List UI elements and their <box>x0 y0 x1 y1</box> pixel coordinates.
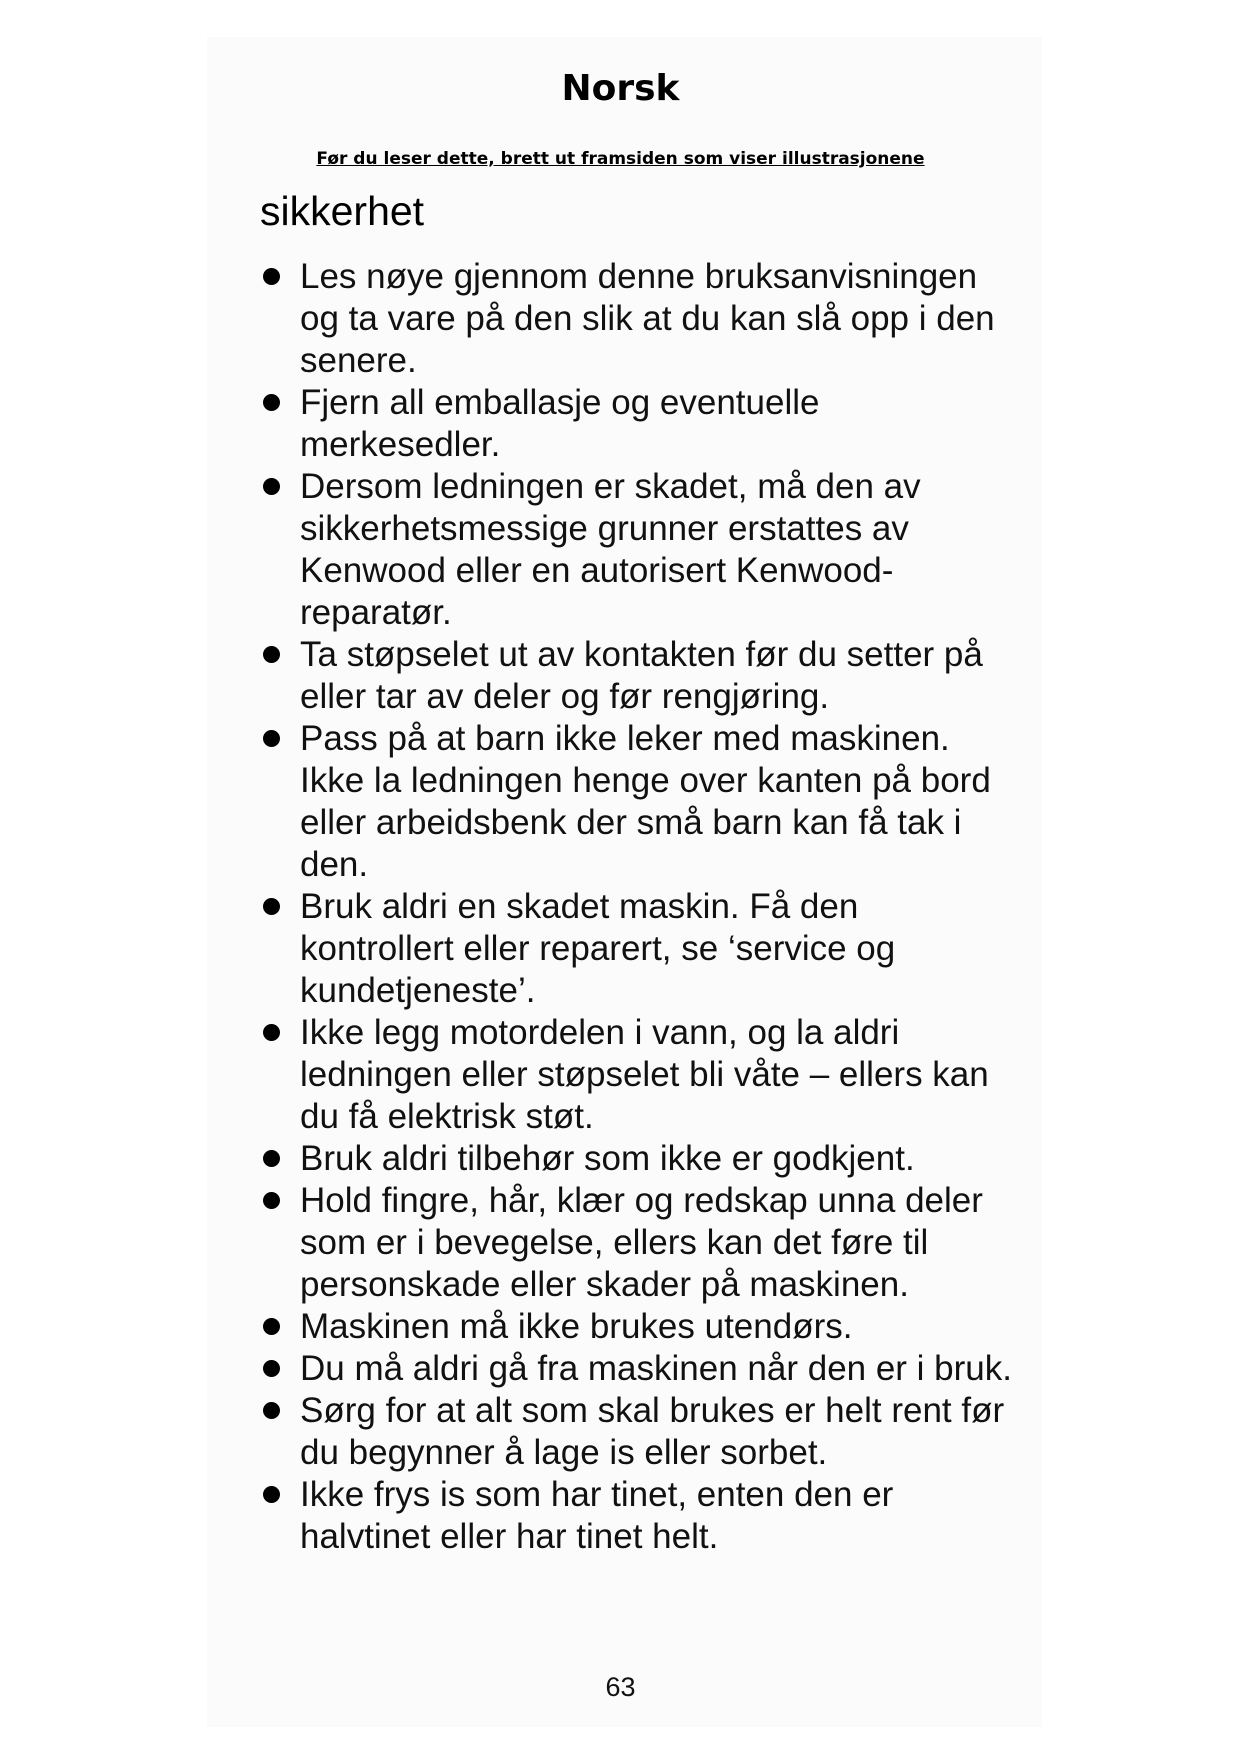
list-item-text: Maskinen må ikke brukes utendørs. <box>300 1307 853 1346</box>
list-item-text: Dersom ledningen er skadet, må den av sikkerhetsmessige grunner erstattes av Kenwood eller en autorisert Kenwood-reparatør. <box>300 467 921 632</box>
list-item <box>260 718 1020 886</box>
list-item <box>260 634 1020 718</box>
list-item-text: Ikke legg motordelen i vann, og la aldri ledningen eller støpselet bli våte – ellers kan du få elektrisk støt. <box>300 1013 989 1136</box>
section-heading: sikkerhet <box>260 188 425 234</box>
bullet-icon <box>263 1318 280 1335</box>
list-item-text: Ta støpselet ut av kontakten før du setter på eller tar av deler og før rengjøring. <box>300 635 983 716</box>
list-item-text: Fjern all emballasje og eventuelle merkesedler. <box>300 383 820 464</box>
list-item-text: Hold fingre, hår, klær og redskap unna deler som er i bevegelse, ellers kan det føre til personskade eller skader på maskinen. <box>300 1181 983 1304</box>
safety-list <box>260 256 1020 1558</box>
bullet-icon <box>263 1192 280 1209</box>
list-item <box>260 886 1020 1012</box>
bullet-icon <box>263 478 280 495</box>
list-item-text: Ikke frys is som har tinet, enten den er halvtinet eller har tinet helt. <box>300 1475 894 1556</box>
list-item <box>260 382 1020 466</box>
bullet-icon <box>263 394 280 411</box>
list-item-text: Du må aldri gå fra maskinen når den er i bruk. <box>300 1349 1012 1388</box>
list-item <box>260 1306 1020 1348</box>
list-item <box>260 1180 1020 1306</box>
fold-out-note: Før du leser dette, brett ut framsiden som viser illustrasjonene <box>316 149 925 169</box>
list-item-text: Les nøye gjennom denne bruksanvisningen og ta vare på den slik at du kan slå opp i den senere. <box>300 257 995 380</box>
language-title: Norsk <box>561 68 680 109</box>
list-item-text: Pass på at barn ikke leker med maskinen. Ikke la ledningen henge over kanten på bord eller arbeidsbenk der små barn kan få tak i den. <box>300 719 991 884</box>
list-item <box>260 1348 1020 1390</box>
bullet-icon <box>263 268 280 285</box>
bullet-icon <box>263 646 280 663</box>
list-item <box>260 1138 1020 1180</box>
list-item <box>260 1012 1020 1138</box>
list-item <box>260 1474 1020 1558</box>
list-item-text: Sørg for at alt som skal brukes er helt rent før du begynner å lage is eller sorbet. <box>300 1391 1005 1472</box>
bullet-icon <box>263 1150 280 1167</box>
bullet-icon <box>263 1402 280 1419</box>
bullet-icon <box>263 1360 280 1377</box>
page-number: 63 <box>605 1672 636 1702</box>
list-item <box>260 256 1020 382</box>
bullet-icon <box>263 730 280 747</box>
list-item <box>260 466 1020 634</box>
list-item-text: Bruk aldri tilbehør som ikke er godkjent. <box>300 1139 915 1178</box>
bullet-icon <box>263 1486 280 1503</box>
list-item <box>260 1390 1020 1474</box>
list-item-text: Bruk aldri en skadet maskin. Få den kontrollert eller reparert, se ‘service og kundetjeneste’. <box>300 887 896 1010</box>
bullet-icon <box>263 898 280 915</box>
bullet-icon <box>263 1024 280 1041</box>
